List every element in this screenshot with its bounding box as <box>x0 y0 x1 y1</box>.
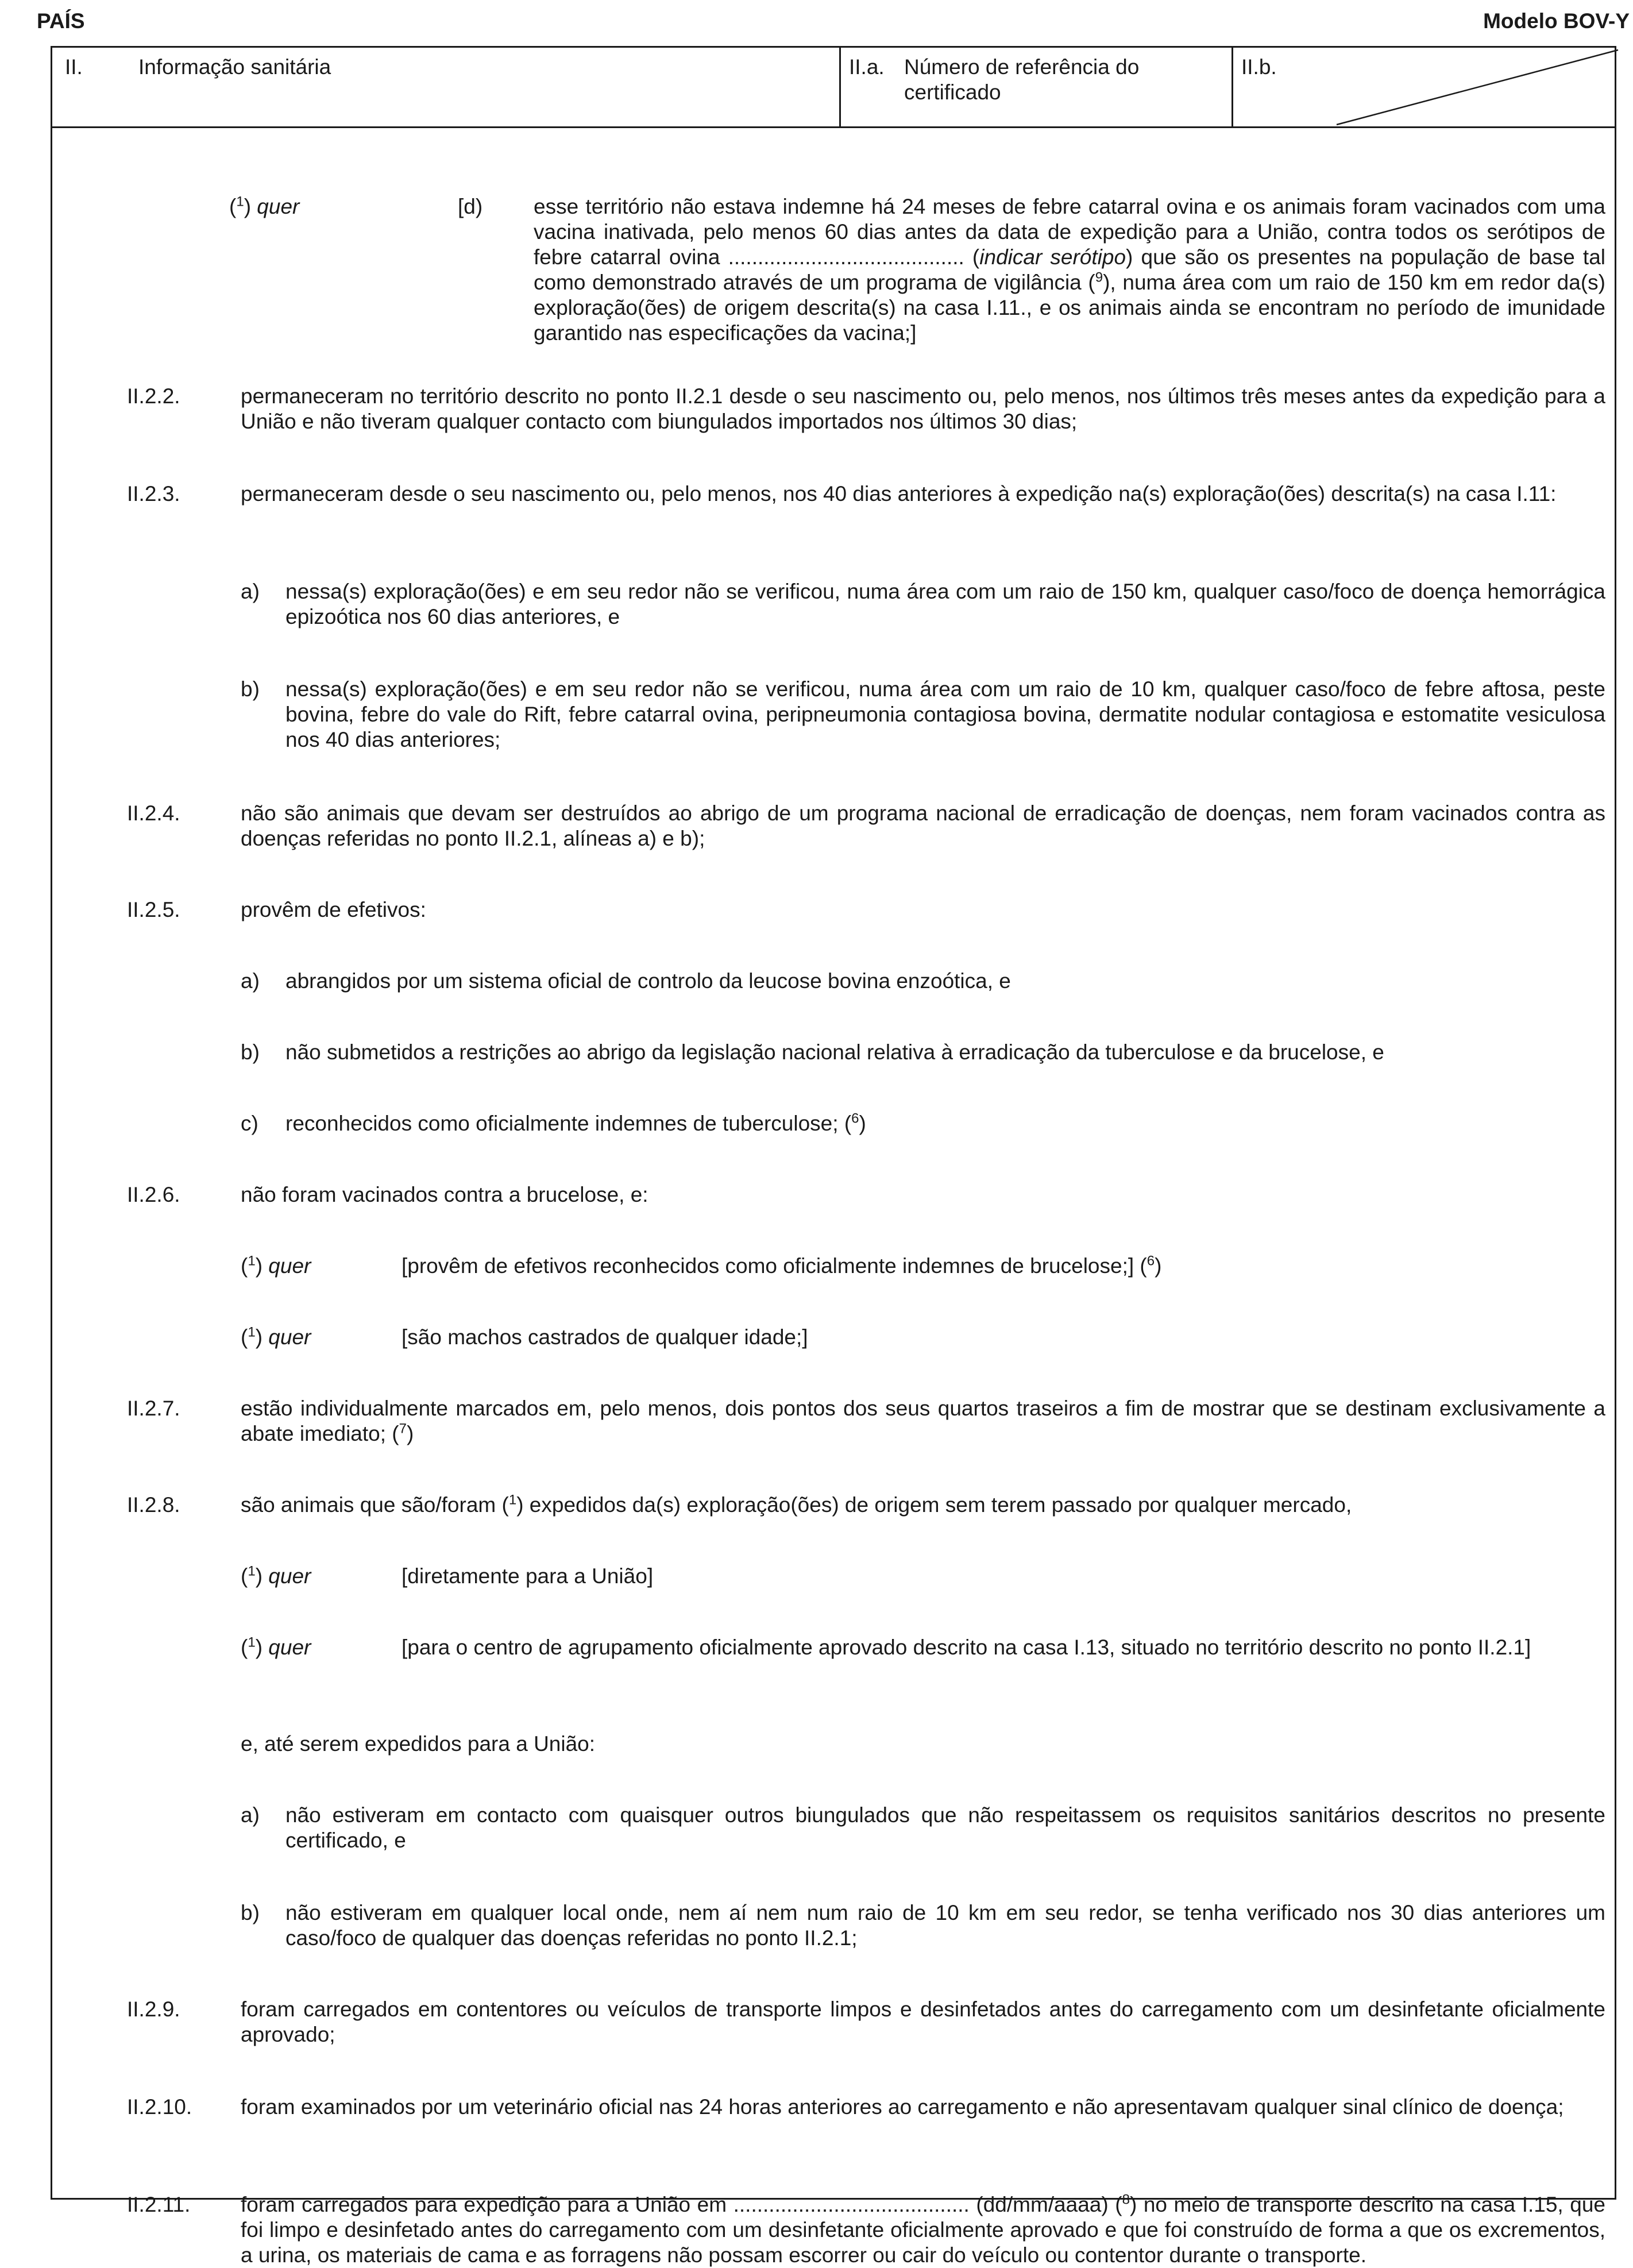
section-number: II. <box>65 55 83 79</box>
p223b-text: nessa(s) exploração(ões) e em seu redor não se verificou, numa área com um raio de 10 km, qualquer caso/foco de febre aftosa, peste bovina, febre do vale do Rift, febre catarral ovina, peripneumonia contagiosa bovina, dermatite nodular contagiosa e estomatite vesiculosa nos 40 dias anteriores; <box>285 677 1605 751</box>
p226q2-text: [são machos castrados de qualquer idade;] <box>402 1325 808 1349</box>
top-bar <box>37 5 1633 39</box>
reference-label: Número de referência do certificado <box>904 55 1140 104</box>
p223b-label: b) <box>241 677 260 701</box>
p2210-number: II.2.10. <box>127 2095 192 2119</box>
country-label: PAÍS <box>37 9 85 33</box>
p228q1-text: [diretamente para a União] <box>402 1564 654 1588</box>
p223-text: permaneceram desde o seu nascimento ou, pelo menos, nos 40 dias anteriores à expedição na(s) exploração(ões) descrita(s) na casa I.11: <box>241 482 1557 506</box>
p222-number: II.2.2. <box>127 384 180 408</box>
d-prefix: ($^1$) quer <box>229 194 300 218</box>
iib-label: II.b. <box>1241 55 1277 79</box>
p226-text: não foram vacinados contra a brucelose, e: <box>241 1183 648 1206</box>
p223-number: II.2.3. <box>127 482 180 506</box>
p228-continuation: e, até serem expedidos para a União: <box>241 1732 596 1756</box>
p228q2-text: [para o centro de agrupamento oficialmente aprovado descrito na casa I.13, situado no território descrito no ponto II.2.1] <box>402 1636 1531 1659</box>
p226-number: II.2.6. <box>127 1183 180 1206</box>
iib-cell <box>1231 48 1620 126</box>
p223a-text: nessa(s) exploração(ões) e em seu redor não se verificou, numa área com um raio de 150 km, qualquer caso/foco de doença hemorrágica epizoótica nos 60 dias anteriores, e <box>285 580 1605 628</box>
p228q1-prefix: ($^1$) quer <box>241 1563 311 1588</box>
p228b-text: não estiveram em qualquer local onde, nem aí nem num raio de 10 km em seu redor, se tenha verificado nos 30 dias anteriores um caso/foco de qualquer das doenças referidas no ponto II.2.1; <box>285 1901 1605 1950</box>
p227-number: II.2.7. <box>127 1397 180 1420</box>
p229-text: foram carregados em contentores ou veículos de transporte limpos e desinfetados antes do carregamento com um desinfetante oficialmente aprovado; <box>241 1997 1605 2046</box>
p225b-text: não submetidos a restrições ao abrigo da legislação nacional relativa à erradicação da tuberculose e da brucelose, e <box>285 1040 1384 1064</box>
p224-text: não são animais que devam ser destruídos ao abrigo de um programa nacional de erradicação de doenças, nem foram vacinados contra as doenças referidas no ponto II.2.1, alíneas a) e b); <box>241 801 1605 850</box>
d-text: esse território não estava indemne há 24 meses de febre catarral ovina e os animais foram vacinados com uma vacina inativada, pelo menos 60 dias antes da data de expedição para a União, contra todos os serótipos de febre catarral ovina ........................................ (indicar serótipo) que são os presentes na população de base tal como demonstrado através de um programa de vigilância ($^9$), numa área com um raio de 150 km em redor da(s) exploração(ões) de origem descrita(s) na casa I.11., e os animais ainda se encontram no período de imunidade garantido nas especificações da vacina;] <box>534 195 1606 345</box>
p223a-label: a) <box>241 580 260 603</box>
model-label: Modelo BOV-Y <box>1483 9 1630 33</box>
p226q2-prefix: ($^1$) quer <box>241 1324 311 1349</box>
p229-number: II.2.9. <box>127 1997 180 2021</box>
diagonal-line-mark <box>1233 48 1620 126</box>
p225c-text: reconhecidos como oficialmente indemnes de tuberculose; ($^6$) <box>285 1110 866 1135</box>
p222-text: permaneceram no território descrito no ponto II.2.1 desde o seu nascimento ou, pelo menos, nos últimos três meses antes da expedição para a União e não tiveram qualquer contacto com biungulados importados nos últimos 30 dias; <box>241 384 1605 433</box>
p228a-text: não estiveram em contacto com quaisquer outros biungulados que não respeitassem os requisitos sanitários descritos no presente certificado, e <box>285 1803 1605 1852</box>
p224-number: II.2.4. <box>127 801 180 825</box>
p225-text: provêm de efetivos: <box>241 898 426 921</box>
p226q1-text: [provêm de efetivos reconhecidos como oficialmente indemnes de brucelose;] ($^6$) <box>402 1253 1162 1278</box>
p2210-text: foram examinados por um veterinário oficial nas 24 horas anteriores ao carregamento e não apresentavam qualquer sinal clínico de doença; <box>241 2095 1564 2119</box>
p225b-label: b) <box>241 1040 260 1064</box>
p228-text: são animais que são/foram ($^1$) expedidos da(s) exploração(ões) de origem sem terem passado por qualquer mercado, <box>241 1492 1352 1517</box>
p228-number: II.2.8. <box>127 1493 180 1517</box>
p228q2-prefix: ($^1$) quer <box>241 1634 311 1659</box>
p228a-label: a) <box>241 1803 260 1827</box>
p225c-label: c) <box>241 1112 258 1135</box>
p225-number: II.2.5. <box>127 898 180 921</box>
p225a-label: a) <box>241 969 260 993</box>
p227-text: estão individualmente marcados em, pelo menos, dois pontos dos seus quartos traseiros a fim de mostrar que se destinam exclusivamente a abate imediato; ($^7$) <box>241 1397 1605 1445</box>
p2211-number: II.2.11. <box>127 2193 191 2216</box>
certificate-frame <box>51 46 1616 2267</box>
p226q1-prefix: ($^1$) quer <box>241 1253 311 1278</box>
reference-cell <box>839 48 1231 126</box>
section-cell <box>52 48 839 126</box>
reference-number: II.a. <box>849 55 885 79</box>
header-row <box>52 48 1615 128</box>
section-title: Informação sanitária <box>138 55 331 79</box>
p2211-text: foram carregados para expedição para a União em ........................................ (dd/mm/aaaa) ($^8$) no meio de transporte descrito na casa I.15, que foi limpo e desinfetado antes do carregamento com um desinfetante oficialmente aprovado e que foi construído de forma a que os excrementos, a urina, os materiais de cama e as forragens não possam escorrer ou cair do veículo ou contentor durante o transporte. <box>241 2192 1605 2267</box>
p228b-label: b) <box>241 1901 260 1924</box>
d-label: [d) <box>458 195 483 218</box>
p225a-text: abrangidos por um sistema oficial de controlo da leucose bovina enzoótica, e <box>285 969 1011 993</box>
